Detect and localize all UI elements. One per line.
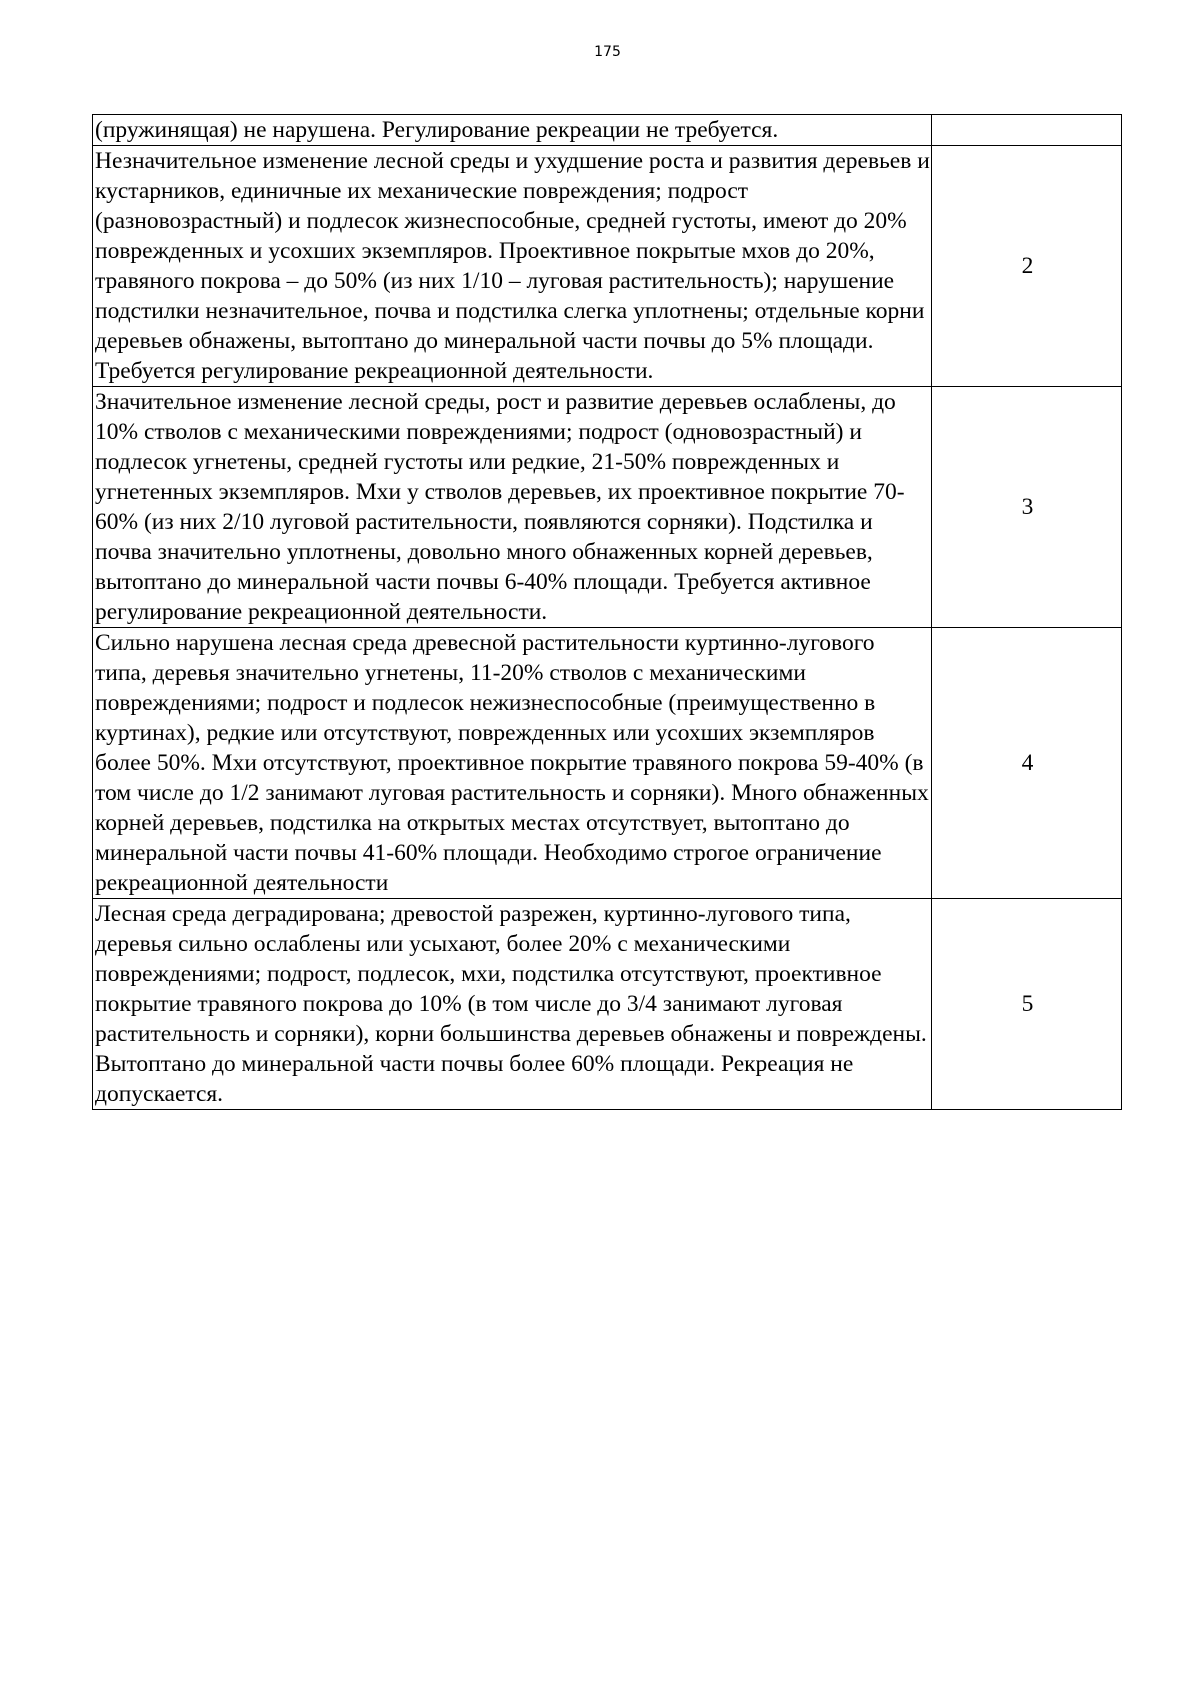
stage-description: Значительное изменение лесной среды, рост и развитие деревьев ослаблены, до 10% стволов с механическими повреждениями; подрост (одновозрастный) и подлесок угнетены, средней густоты или редкие, 21-50% поврежденных и угнетенных экземпляров. Мхи у стволов деревьев, их проективное покрытие 70-60% (из них 2/10 луговой растительности, появляются сорняки). Подстилка и почва значительно уплотнены, довольно много обнаженных корней деревьев, вытоптано до минеральной части почвы 6-40% площади. Требуется активное регулирование рекреационной деятельности. bbox=[93, 387, 932, 628]
stage-description: Лесная среда деградирована; древостой разрежен, куртинно-лугового типа, деревья сильно ослаблены или усыхают, более 20% с механическими повреждениями; подрост, подлесок, мхи, подстилка отсутствуют, проективное покрытие травяного покрова до 10% (в том числе до 3/4 занимают луговая растительность и сорняки), корни большинства деревьев обнажены и повреждены. Вытоптано до минеральной части почвы более 60% площади. Рекреация не допускается. bbox=[93, 899, 932, 1110]
table-row bbox=[93, 115, 1122, 146]
stage-score bbox=[932, 115, 1122, 146]
recreation-stage-table bbox=[92, 114, 1122, 1110]
stage-score: 2 bbox=[932, 146, 1122, 387]
table-row bbox=[93, 387, 1122, 628]
stage-score: 3 bbox=[932, 387, 1122, 628]
stage-score: 4 bbox=[932, 628, 1122, 899]
stage-description: Сильно нарушена лесная среда древесной растительности куртинно-лугового типа, деревья значительно угнетены, 11-20% стволов с механическими повреждениями; подрост и подлесок нежизнеспособные (преимущественно в куртинах), редкие или отсутствуют, поврежденных или усохших экземпляров более 50%. Мхи отсутствуют, проективное покрытие травяного покрова 59-40% (в том числе до 1/2 занимают луговая растительность и сорняки). Много обнаженных корней деревьев, подстилка на открытых местах отсутствует, вытоптано до минеральной части почвы 41-60% площади. Необходимо строгое ограничение рекреационной деятельности bbox=[93, 628, 932, 899]
stage-description: Незначительное изменение лесной среды и ухудшение роста и развития деревьев и кустарников, единичные их механические повреждения; подрост (разновозрастный) и подлесок жизнеспособные, средней густоты, имеют до 20% поврежденных и усохших экземпляров. Проективное покрытые мхов до 20%, травяного покрова – до 50% (из них 1/10 – луговая растительность); нарушение подстилки незначительное, почва и подстилка слегка уплотнены; отдельные корни деревьев обнажены, вытоптано до минеральной части почвы до 5% площади. Требуется регулирование рекреационной деятельности. bbox=[93, 146, 932, 387]
page-number: 175 bbox=[594, 44, 621, 60]
stage-description: (пружинящая) не нарушена. Регулирование рекреации не требуется. bbox=[93, 115, 932, 146]
table-row bbox=[93, 146, 1122, 387]
table-row bbox=[93, 899, 1122, 1110]
stage-score: 5 bbox=[932, 899, 1122, 1110]
table-row bbox=[93, 628, 1122, 899]
